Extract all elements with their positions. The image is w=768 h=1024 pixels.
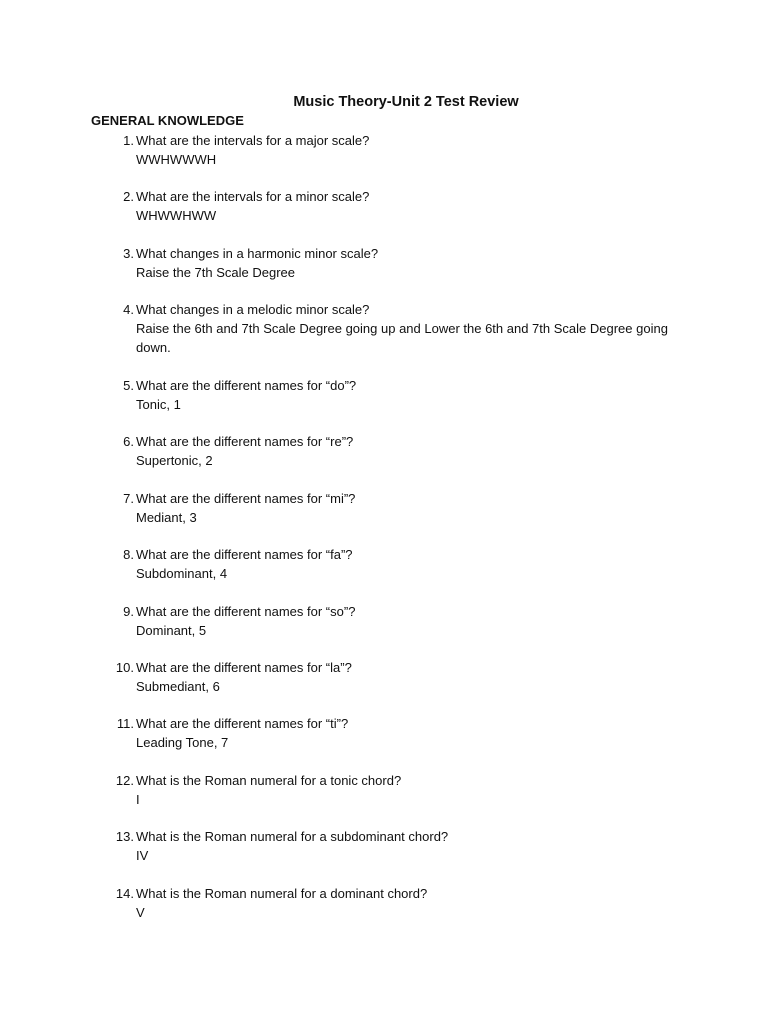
- answer-text: Dominant, 5: [136, 623, 207, 638]
- question-number: 9.: [123, 604, 134, 619]
- question-text: What changes in a harmonic minor scale?: [136, 246, 379, 261]
- section-heading: GENERAL KNOWLEDGE: [91, 113, 244, 128]
- question-number: 11.: [116, 716, 134, 731]
- question-number: 13.: [115, 829, 134, 844]
- answer-text: Raise the 7th Scale Degree: [136, 265, 295, 280]
- answer-text: Leading Tone, 7: [136, 735, 229, 750]
- answer-text: WHWWHWW: [136, 208, 217, 223]
- answer-text: Tonic, 1: [136, 397, 181, 412]
- question-text: What are the different names for “la”?: [136, 660, 352, 675]
- question-text: What are the different names for “fa”?: [136, 547, 353, 562]
- answer-text: Mediant, 3: [136, 510, 197, 525]
- question-number: 4.: [123, 302, 134, 317]
- question-number: 6.: [123, 434, 134, 449]
- question-number: 12.: [115, 773, 134, 788]
- question-number: 3.: [123, 246, 134, 261]
- answer-text: Supertonic, 2: [136, 453, 213, 468]
- question-text: What is the Roman numeral for a dominant chord?: [136, 886, 428, 901]
- answer-text: Subdominant, 4: [136, 566, 228, 581]
- question-number: 1.: [123, 133, 134, 148]
- answer-text: WWHWWWH: [136, 152, 217, 167]
- question-text: What is the Roman numeral for a tonic chord?: [136, 773, 402, 788]
- question-text: What changes in a melodic minor scale?: [136, 302, 370, 317]
- question-text: What are the different names for “so”?: [136, 604, 356, 619]
- question-number: 8.: [123, 547, 134, 562]
- page-title: Music Theory-Unit 2 Test Review: [293, 94, 519, 110]
- question-text: What are the intervals for a major scale?: [136, 133, 370, 148]
- answer-text: V: [136, 905, 145, 920]
- question-text: What are the different names for “do”?: [136, 378, 357, 393]
- question-text: What are the different names for “mi”?: [136, 491, 356, 506]
- question-text: What are the different names for “ti”?: [136, 716, 349, 731]
- question-number: 7.: [123, 491, 134, 506]
- question-text: What are the different names for “re”?: [136, 434, 354, 449]
- question-text: What are the intervals for a minor scale?: [136, 189, 370, 204]
- question-number: 2.: [123, 189, 134, 204]
- question-number: 5.: [123, 378, 134, 393]
- question-number: 14.: [115, 886, 134, 901]
- answer-text: IV: [136, 848, 149, 863]
- answer-text: Raise the 6th and 7th Scale Degree going up and Lower the 6th and 7th Scale Degree going down.: [136, 321, 668, 355]
- question-number: 10.: [115, 660, 134, 675]
- question-text: What is the Roman numeral for a subdominant chord?: [136, 829, 449, 844]
- answer-text: Submediant, 6: [136, 679, 220, 694]
- answer-text: I: [136, 792, 140, 807]
